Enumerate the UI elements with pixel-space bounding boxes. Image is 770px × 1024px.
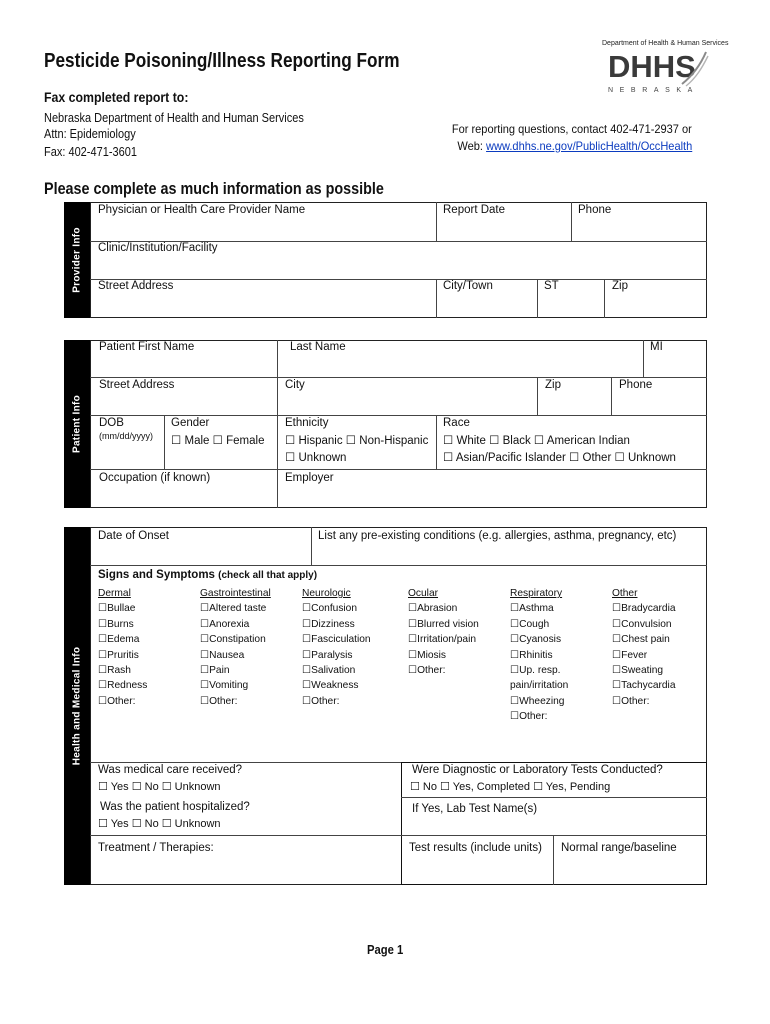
symptom-checkbox[interactable]: ☐Other:	[408, 665, 446, 677]
divider	[277, 377, 278, 415]
instruction-heading: Please complete as much information as possible	[44, 180, 384, 198]
symptom-checkbox[interactable]: ☐Nausea	[200, 649, 245, 661]
patient-info-label: Patient Info	[71, 394, 83, 454]
logo-swoosh-icon	[680, 50, 710, 90]
normal-range-field[interactable]: Normal range/baseline	[561, 842, 677, 854]
race-options[interactable]: ☐ Asian/Pacific Islander ☐ Other ☐ Unknown	[443, 452, 676, 464]
symptom-checkbox[interactable]: ☐Fever	[612, 649, 648, 661]
ethnicity-options[interactable]: ☐ Hispanic ☐ Non-Hispanic	[285, 435, 429, 447]
tests-question: Were Diagnostic or Laboratory Tests Conducted?	[412, 764, 663, 776]
symptom-column	[510, 586, 568, 725]
divider	[553, 835, 554, 885]
fax-heading: Fax completed report to:	[44, 89, 189, 105]
symptom-checkbox[interactable]: ☐Anorexia	[200, 618, 250, 630]
physician-name-field[interactable]: Physician or Health Care Provider Name	[98, 204, 306, 216]
provider-zip-field[interactable]: Zip	[612, 280, 628, 292]
divider	[537, 377, 538, 415]
symptom-checkbox[interactable]: ☐Other:	[612, 695, 650, 707]
provider-info-sidebar	[64, 202, 90, 318]
provider-city-field[interactable]: City/Town	[443, 280, 493, 292]
contact-web-prefix: Web:	[457, 139, 486, 153]
symptom-checkbox[interactable]: ☐Rhinitis	[510, 649, 553, 661]
divider	[277, 340, 278, 377]
symptom-checkbox[interactable]: ☐Dizziness	[302, 618, 355, 630]
symptom-checkbox[interactable]: ☐Other:	[302, 695, 340, 707]
tests-options[interactable]: ☐ No ☐ Yes, Completed ☐ Yes, Pending	[410, 781, 611, 793]
race-label: Race	[443, 417, 470, 429]
divider	[90, 835, 401, 836]
divider	[164, 415, 165, 469]
symptom-checkbox[interactable]: ☐Up. resp.	[510, 665, 561, 677]
patient-mi-field[interactable]: MI	[650, 341, 663, 353]
divider	[311, 527, 312, 565]
symptom-column-heading: Neurologic	[302, 588, 351, 599]
patient-street-field[interactable]: Street Address	[99, 379, 175, 391]
divider	[436, 202, 437, 241]
signs-symptoms-note: (check all that apply)	[218, 570, 318, 581]
symptom-column-heading: Dermal	[98, 588, 131, 599]
contact-line: For reporting questions, contact 402-471-2937 or	[452, 122, 692, 136]
contact-web	[457, 139, 692, 153]
divider	[537, 279, 538, 318]
logo-state: NEBRASKA	[608, 87, 699, 94]
divider	[571, 202, 572, 241]
symptom-checkbox[interactable]: ☐Redness	[98, 680, 148, 692]
patient-info-sidebar	[64, 340, 90, 508]
symptom-checkbox[interactable]: ☐Fasciculation	[302, 634, 371, 646]
date-of-onset-field[interactable]: Date of Onset	[98, 530, 169, 542]
patient-city-field[interactable]: City	[285, 379, 305, 391]
symptom-column	[302, 586, 371, 709]
symptom-checkbox[interactable]: ☐Paralysis	[302, 649, 353, 661]
symptom-checkbox[interactable]: ☐Pain	[200, 665, 230, 677]
clinic-field[interactable]: Clinic/Institution/Facility	[98, 242, 218, 254]
race-options[interactable]: ☐ White ☐ Black ☐ American Indian	[443, 435, 630, 447]
symptom-column-heading: Ocular	[408, 588, 439, 599]
divider	[604, 279, 605, 318]
symptom-checkbox[interactable]: ☐Vomiting	[200, 680, 249, 692]
divider	[90, 377, 707, 378]
preexisting-conditions-field[interactable]: List any pre-existing conditions (e.g. allergies, asthma, pregnancy, etc)	[318, 530, 677, 542]
symptom-checkbox[interactable]: ☐Wheezing	[510, 695, 565, 707]
divider	[401, 835, 707, 836]
signs-symptoms-heading	[98, 569, 317, 581]
report-date-field[interactable]: Report Date	[443, 204, 506, 216]
provider-street-field[interactable]: Street Address	[98, 280, 174, 292]
symptom-checkbox[interactable]: ☐Irritation/pain	[408, 634, 477, 646]
ethnicity-unknown-checkbox[interactable]: ☐ Unknown	[285, 452, 347, 464]
provider-info-box	[90, 202, 707, 318]
symptom-checkbox[interactable]: ☐Miosis	[408, 649, 446, 661]
divider	[436, 415, 437, 469]
symptom-checkbox[interactable]: ☐Cyanosis	[510, 634, 562, 646]
symptom-checkbox[interactable]: ☐Asthma	[510, 603, 554, 615]
symptom-checkbox[interactable]: ☐Weakness	[302, 680, 359, 692]
provider-state-field[interactable]: ST	[544, 280, 559, 292]
symptom-checkbox[interactable]: pain/irritation	[510, 680, 569, 692]
treatment-field[interactable]: Treatment / Therapies:	[98, 842, 214, 854]
symptom-column	[408, 586, 479, 678]
hospitalized-options[interactable]: ☐ Yes ☐ No ☐ Unknown	[98, 818, 221, 830]
symptom-checkbox[interactable]: ☐Bradycardia	[612, 603, 676, 615]
symptom-checkbox[interactable]: ☐Pruritis	[98, 649, 139, 661]
employer-field[interactable]: Employer	[285, 472, 334, 484]
medical-care-question: Was medical care received?	[98, 764, 243, 776]
hospitalized-question: Was the patient hospitalized?	[100, 801, 250, 813]
symptom-checkbox[interactable]: ☐Bullae	[98, 603, 136, 615]
divider	[643, 340, 644, 377]
divider	[611, 377, 612, 415]
symptom-checkbox[interactable]: ☐Constipation	[200, 634, 266, 646]
page-number: Page 1	[367, 943, 404, 957]
divider	[90, 469, 707, 470]
symptom-checkbox[interactable]: ☐Other:	[510, 711, 548, 723]
dhhs-web-link[interactable]: www.dhhs.ne.gov/PublicHealth/OccHealth	[485, 139, 692, 153]
medical-care-options[interactable]: ☐ Yes ☐ No ☐ Unknown	[98, 781, 221, 793]
form-title: Pesticide Poisoning/Illness Reporting Form	[44, 50, 400, 72]
ethnicity-label: Ethnicity	[285, 417, 329, 429]
symptom-checkbox[interactable]: ☐Rash	[98, 665, 131, 677]
divider	[90, 565, 707, 566]
divider	[401, 797, 707, 798]
lab-test-names-field[interactable]: If Yes, Lab Test Name(s)	[412, 803, 538, 815]
symptom-checkbox[interactable]: ☐Convulsion	[612, 618, 672, 630]
health-info-sidebar	[64, 527, 90, 885]
symptom-column	[200, 586, 271, 709]
logo-tagline: Department of Health & Human Services	[602, 40, 729, 47]
symptom-checkbox[interactable]: ☐Confusion	[302, 603, 358, 615]
dob-field[interactable]: DOB	[99, 417, 124, 429]
symptom-column	[98, 586, 147, 709]
divider	[436, 279, 437, 318]
logo-name: DHHS	[608, 49, 696, 84]
symptom-checkbox[interactable]: ☐Burns	[98, 618, 134, 630]
symptom-checkbox[interactable]: ☐Sweating	[612, 665, 664, 677]
symptom-checkbox[interactable]: ☐Altered taste	[200, 603, 267, 615]
divider	[90, 415, 707, 416]
symptom-checkbox[interactable]: ☐Other:	[200, 695, 238, 707]
symptom-checkbox[interactable]: ☐Cough	[510, 618, 550, 630]
symptom-column-heading: Respiratory	[510, 588, 563, 599]
symptom-checkbox[interactable]: ☐Salivation	[302, 665, 356, 677]
patient-last-name-field[interactable]: Last Name	[290, 341, 346, 353]
gender-options[interactable]: ☐ Male ☐ Female	[171, 435, 265, 447]
patient-zip-field[interactable]: Zip	[545, 379, 561, 391]
occupation-field[interactable]: Occupation (if known)	[99, 472, 211, 484]
symptom-column-heading: Other	[612, 588, 638, 599]
symptom-checkbox[interactable]: ☐Edema	[98, 634, 140, 646]
symptom-column-heading: Gastrointestinal	[200, 588, 271, 599]
symptom-checkbox[interactable]: ☐Tachycardia	[612, 680, 676, 692]
signs-symptoms-title: Signs and Symptoms	[98, 569, 215, 581]
symptom-checkbox[interactable]: ☐Other:	[98, 695, 136, 707]
patient-first-name-field[interactable]: Patient First Name	[99, 341, 195, 353]
dhhs-logo	[602, 40, 729, 96]
test-results-field[interactable]: Test results (include units)	[409, 842, 542, 854]
provider-phone-field[interactable]: Phone	[578, 204, 612, 216]
gender-label: Gender	[171, 417, 210, 429]
symptom-checkbox[interactable]: ☐Blurred vision	[408, 618, 479, 630]
symptom-checkbox[interactable]: ☐Chest pain	[612, 634, 670, 646]
divider	[277, 469, 278, 508]
provider-info-label: Provider Info	[71, 227, 83, 293]
symptom-column	[612, 586, 676, 709]
fax-address-line: Nebraska Department of Health and Human Services	[44, 111, 304, 125]
fax-address-line: Attn: Epidemiology	[44, 127, 136, 141]
symptom-checkbox[interactable]: ☐Abrasion	[408, 603, 458, 615]
dob-format-hint: (mm/dd/yyyy)	[99, 431, 153, 441]
patient-phone-field[interactable]: Phone	[619, 379, 653, 391]
divider	[277, 415, 278, 469]
health-info-label: Health and Medical Info	[71, 646, 83, 766]
fax-number: Fax: 402-471-3601	[44, 145, 137, 159]
